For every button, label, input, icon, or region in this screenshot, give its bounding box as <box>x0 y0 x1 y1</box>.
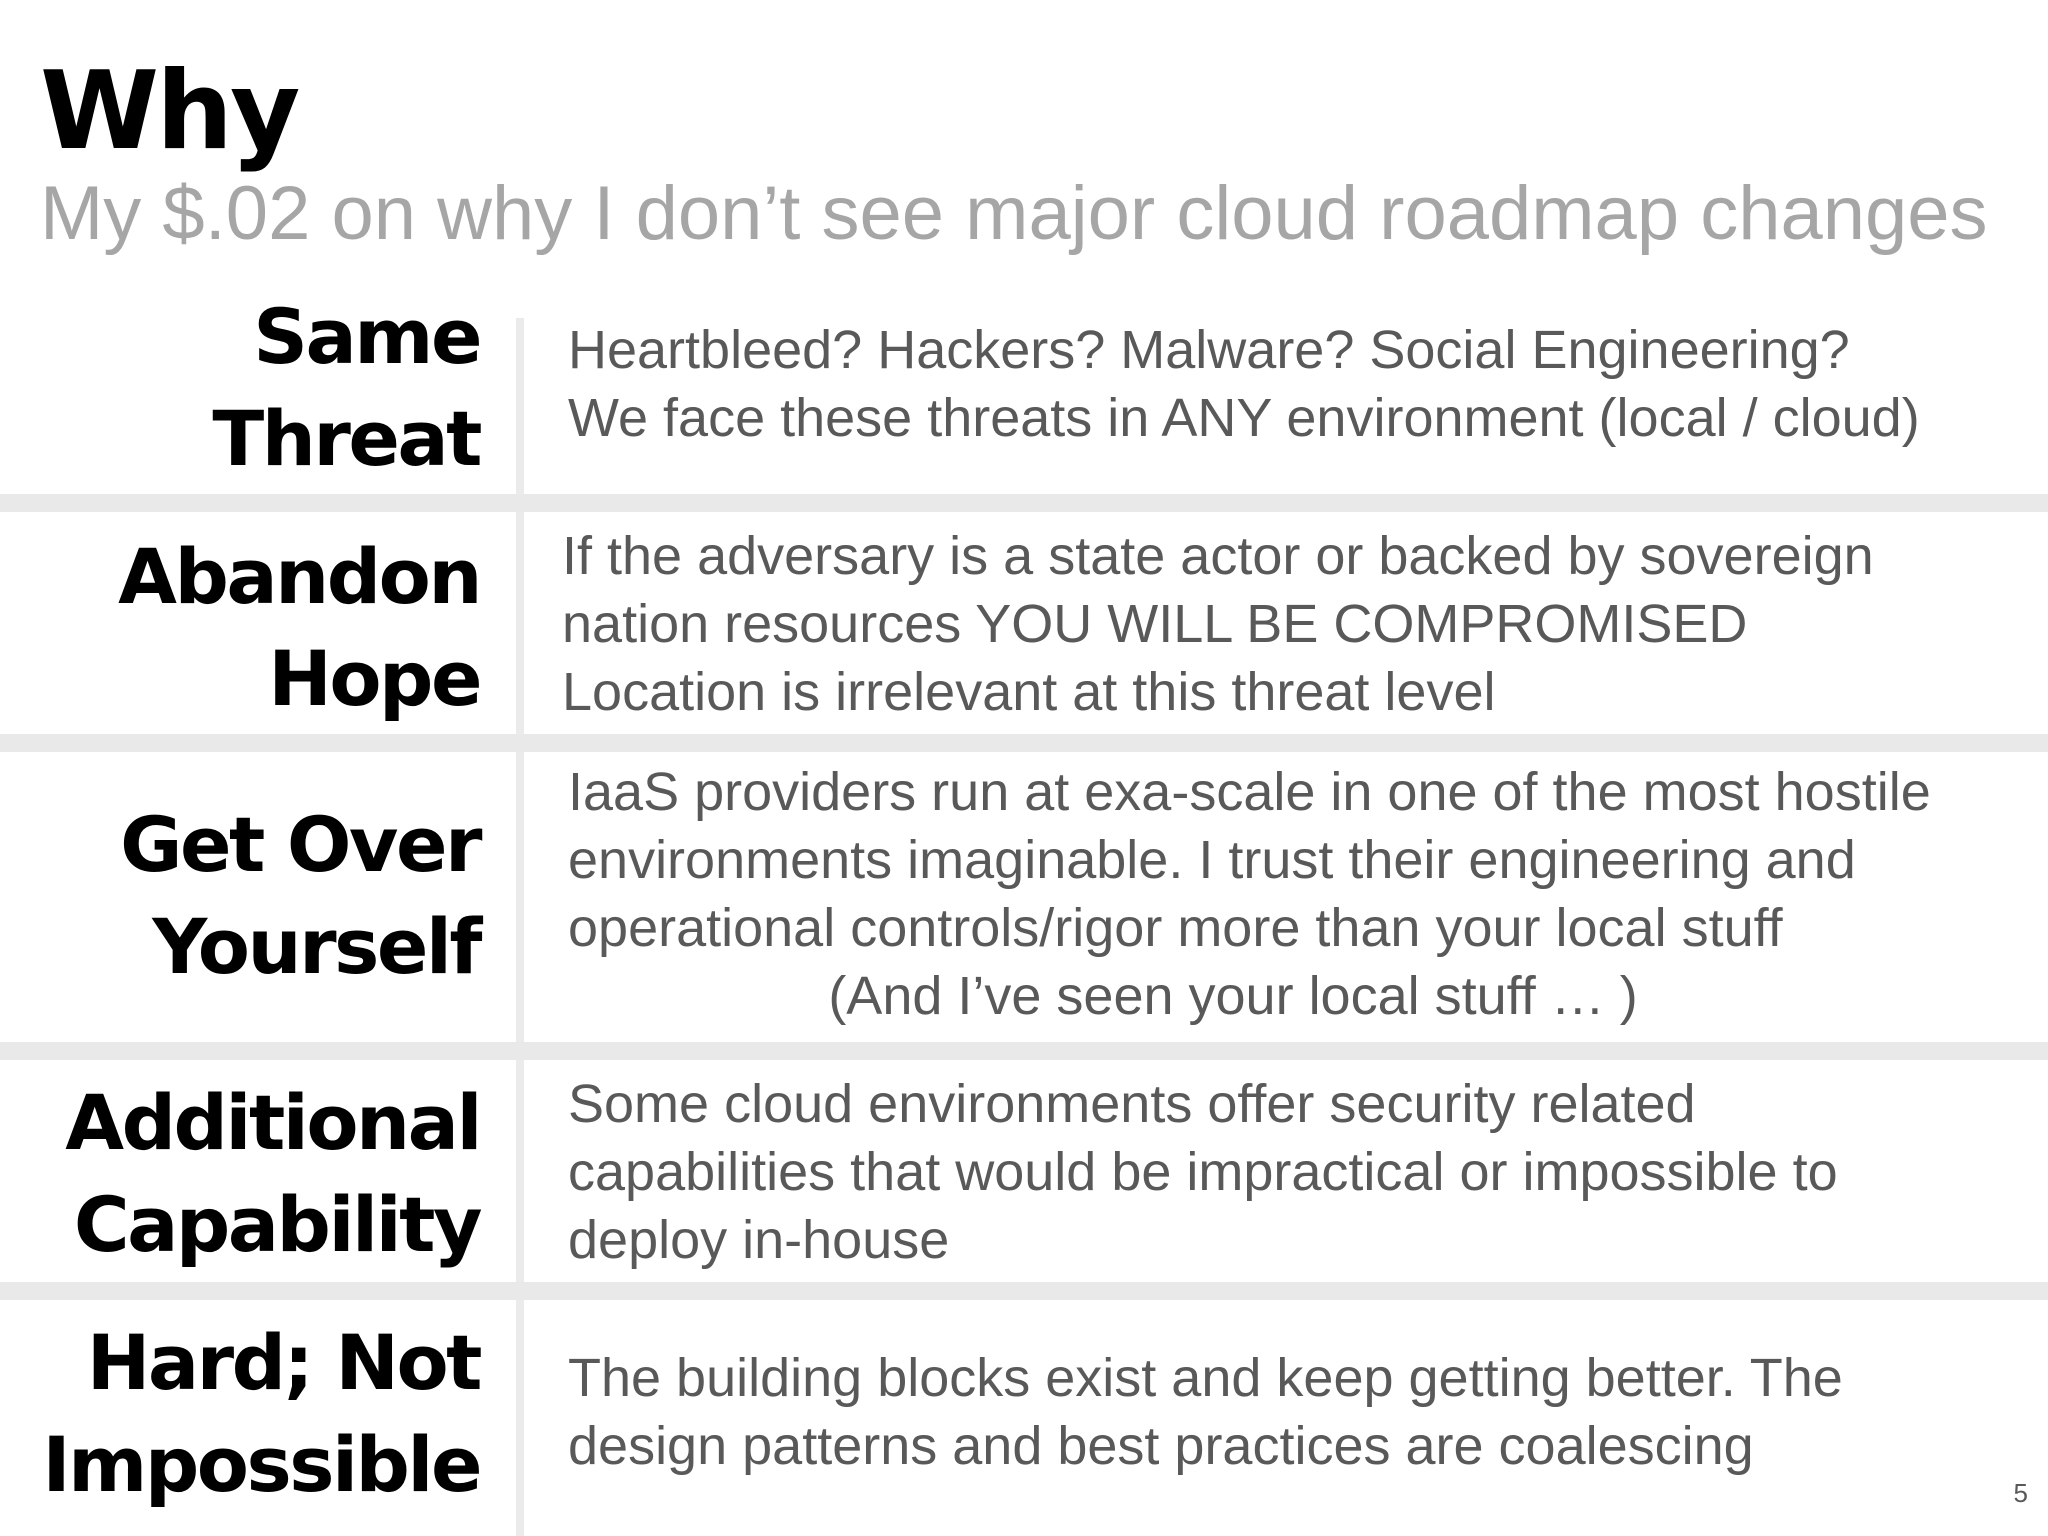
slide-title: Why <box>40 49 298 174</box>
row-body-line: environments imaginable. I trust their engineering and <box>568 830 1856 890</box>
row-body-line: IaaS providers run at exa-scale in one of the most hostile <box>568 762 1931 822</box>
row-body-line: capabilities that would be impractical or impossible to <box>568 1142 1838 1202</box>
row-label-line: Hope <box>268 634 480 723</box>
row-label-line: Same <box>253 292 480 381</box>
row-body-line: nation resources YOU WILL BE COMPROMISED <box>562 594 1748 654</box>
row-label-abandon-hope <box>118 526 480 730</box>
row-label-line: Capability <box>73 1180 480 1269</box>
slide-subtitle: My $.02 on why I don’t see major cloud roadmap changes <box>40 171 1988 256</box>
row-label-line: Yourself <box>152 902 480 991</box>
row-label-additional-capability <box>65 1072 480 1276</box>
row-body-line: deploy in-house <box>568 1210 950 1270</box>
row-label-same-threat <box>212 286 480 490</box>
row-divider <box>0 734 2048 752</box>
row-label-line: Additional <box>65 1078 480 1167</box>
row-body-line: operational controls/rigor more than your local stuff <box>568 898 1783 958</box>
row-label-line: Get Over <box>120 800 480 889</box>
row-body-line: Heartbleed? Hackers? Malware? Social Engineering? <box>568 320 1850 380</box>
row-label-line: Impossible <box>42 1420 480 1509</box>
row-divider <box>0 1042 2048 1060</box>
row-body-line: (And I’ve seen your local stuff … ) <box>828 966 1638 1026</box>
row-label-line: Hard; Not <box>86 1318 480 1407</box>
row-body-same-threat <box>568 316 1920 452</box>
row-label-line: Abandon <box>118 532 480 621</box>
row-label-line: Threat <box>212 394 480 483</box>
row-label-get-over-yourself <box>120 794 480 998</box>
row-body-line: If the adversary is a state actor or backed by sovereign <box>562 526 1874 586</box>
page-number: 5 <box>2013 1478 2028 1508</box>
row-body-line: Some cloud environments offer security related <box>568 1074 1696 1134</box>
row-body-line: We face these threats in ANY environment (local / cloud) <box>568 388 1920 448</box>
row-body-line: Location is irrelevant at this threat level <box>562 662 1496 722</box>
row-body-get-over-yourself <box>568 758 1931 1030</box>
row-body-line: The building blocks exist and keep getting better. The <box>568 1348 1843 1408</box>
row-body-additional-capability <box>568 1070 1838 1274</box>
row-body-line: design patterns and best practices are coalescing <box>568 1416 1754 1476</box>
row-body-abandon-hope <box>562 522 1874 726</box>
row-divider <box>0 494 2048 512</box>
row-label-hard-not-impossible <box>42 1312 480 1516</box>
row-divider <box>0 1282 2048 1300</box>
row-body-hard-not-impossible <box>568 1344 1843 1480</box>
